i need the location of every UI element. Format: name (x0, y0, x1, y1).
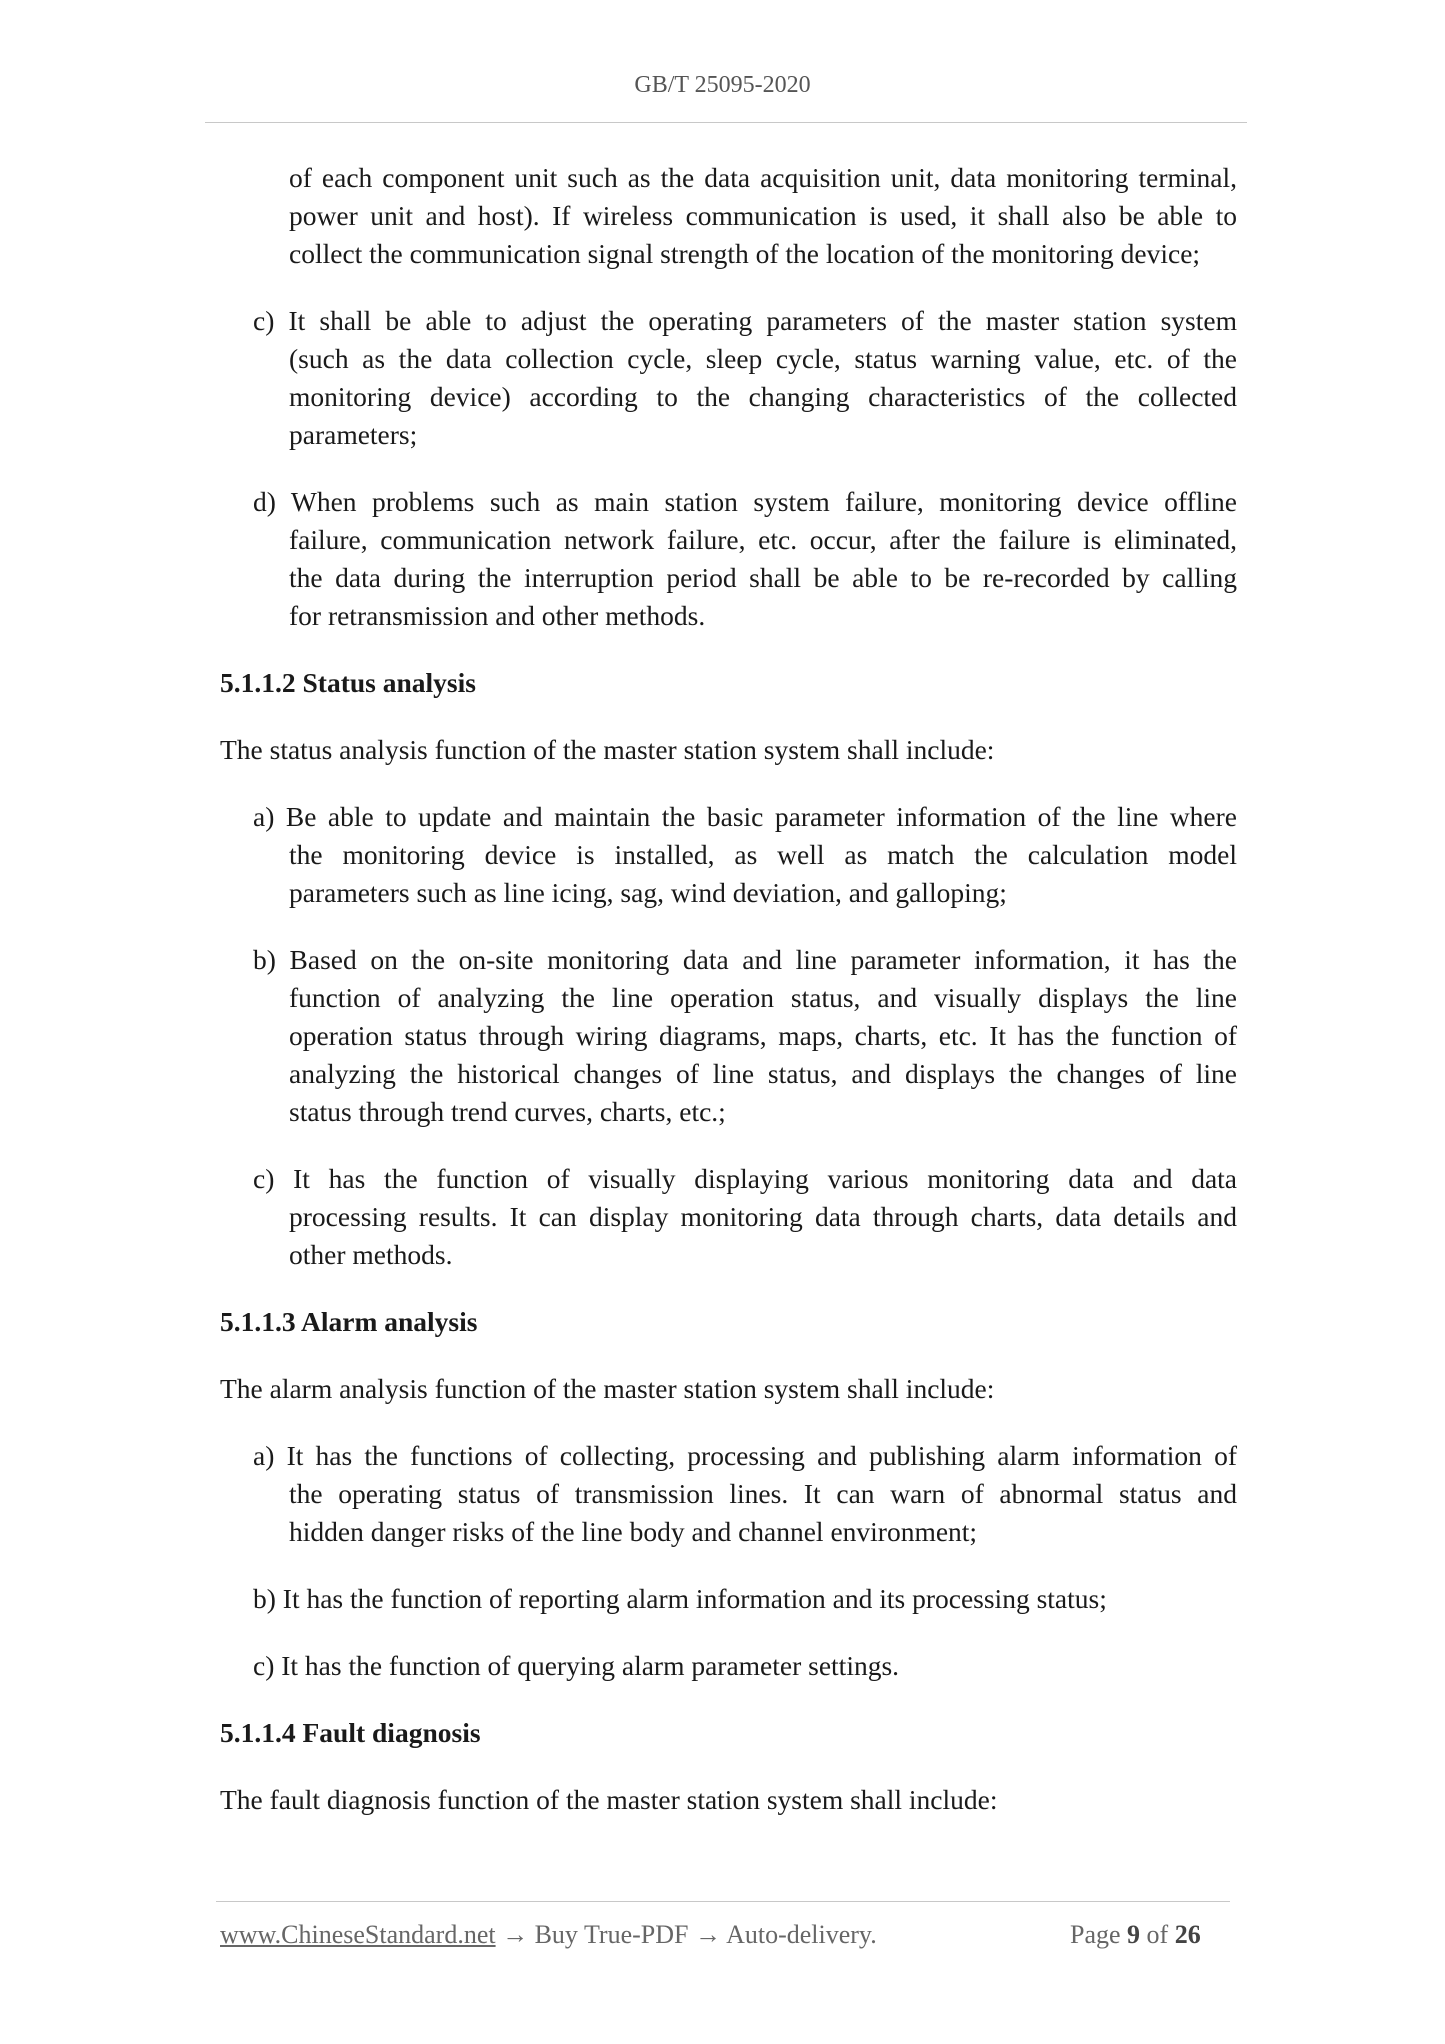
list-label: b) (253, 1583, 276, 1614)
carryover-line: of each component unit such as the data acquisition unit, data monitoring terminal, (289, 162, 1237, 193)
list-text: When problems such as main station system failure, monitoring device offline (290, 486, 1237, 517)
list-text: It shall be able to adjust the operating parameters of the master station system (288, 305, 1237, 336)
arrow-icon: → (695, 1920, 721, 1949)
carryover-line: collect the communication signal strength of the location of the monitoring device; (289, 238, 1201, 269)
site-link[interactable]: www.ChineseStandard.net (220, 1920, 496, 1949)
list-item-line: parameters; (289, 419, 418, 450)
list-item-line: the monitoring device is installed, as well as match the calculation model (289, 839, 1237, 870)
list-item-line: status through trend curves, charts, etc.; (289, 1096, 726, 1127)
list-item-c (253, 302, 1237, 340)
section-heading-fault-diagnosis: 5.1.1.4 Fault diagnosis (220, 1717, 481, 1748)
carryover-line: power unit and host). If wireless communication is used, it shall also be able to (289, 200, 1237, 231)
list-item-line: the operating status of transmission lines. It can warn of abnormal status and (289, 1478, 1237, 1509)
section-intro: The status analysis function of the master station system shall include: (220, 734, 995, 765)
section-heading-status-analysis: 5.1.1.2 Status analysis (220, 667, 476, 698)
list-text: It has the function of querying alarm parameter settings. (281, 1650, 900, 1681)
list-item-line: the data during the interruption period shall be able to be re-recorded by calling (289, 562, 1237, 593)
list-item-line: monitoring device) according to the changing characteristics of the collected (289, 381, 1237, 412)
list-item-a (253, 798, 1237, 836)
page-total: 26 (1174, 1920, 1201, 1949)
list-item-line: processing results. It can display monitoring data through charts, data details and (289, 1201, 1237, 1232)
list-label: c) (253, 1163, 275, 1194)
section-heading-alarm-analysis: 5.1.1.3 Alarm analysis (220, 1306, 478, 1337)
list-label: a) (253, 1440, 275, 1471)
list-label: a) (253, 801, 275, 832)
page-word: Page (1070, 1920, 1121, 1949)
list-text: It has the functions of collecting, processing and publishing alarm information of (286, 1440, 1237, 1471)
list-label: c) (253, 1650, 275, 1681)
footer-rule (216, 1901, 1230, 1902)
list-label: d) (253, 486, 276, 517)
buy-text: Buy True-PDF (534, 1920, 689, 1949)
list-item-c (253, 1160, 1237, 1198)
footer-promo (220, 1920, 877, 1950)
list-item-b (253, 1580, 1107, 1618)
list-text: Be able to update and maintain the basic parameter information of the line where (285, 801, 1238, 832)
list-text: It has the function of reporting alarm information and its processing status; (282, 1583, 1107, 1614)
list-label: c) (253, 305, 275, 336)
list-item-line: failure, communication network failure, etc. occur, after the failure is eliminated, (289, 524, 1237, 555)
list-item-d (253, 483, 1237, 521)
list-label: b) (253, 944, 276, 975)
list-item-line: function of analyzing the line operation status, and visually displays the line (289, 982, 1237, 1013)
list-item-line: for retransmission and other methods. (289, 600, 706, 631)
arrow-icon: → (502, 1920, 529, 1949)
page-number: 9 (1127, 1920, 1141, 1949)
list-item-line: operation status through wiring diagrams, maps, charts, etc. It has the function of (289, 1020, 1237, 1051)
document-id-header: GB/T 25095-2020 (634, 72, 811, 98)
list-item-line: analyzing the historical changes of line status, and displays the changes of line (289, 1058, 1237, 1089)
section-intro: The alarm analysis function of the master station system shall include: (220, 1373, 995, 1404)
header-rule (205, 122, 1247, 123)
list-item-b (253, 941, 1237, 979)
page-indicator (1070, 1920, 1201, 1950)
list-item-line: hidden danger risks of the line body and channel environment; (289, 1516, 978, 1547)
of-word: of (1146, 1920, 1169, 1949)
list-item-a (253, 1437, 1237, 1475)
list-text: Based on the on-site monitoring data and line parameter information, it has the (289, 944, 1238, 975)
list-item-c (253, 1647, 899, 1685)
list-item-line: parameters such as line icing, sag, wind deviation, and galloping; (289, 877, 1007, 908)
list-text: It has the function of visually displaying various monitoring data and data (293, 1163, 1238, 1194)
list-item-line: (such as the data collection cycle, sleep cycle, status warning value, etc. of the (289, 343, 1237, 374)
section-intro: The fault diagnosis function of the master station system shall include: (220, 1784, 998, 1815)
delivery-text: Auto-delivery. (726, 1920, 877, 1949)
list-item-line: other methods. (289, 1239, 453, 1270)
